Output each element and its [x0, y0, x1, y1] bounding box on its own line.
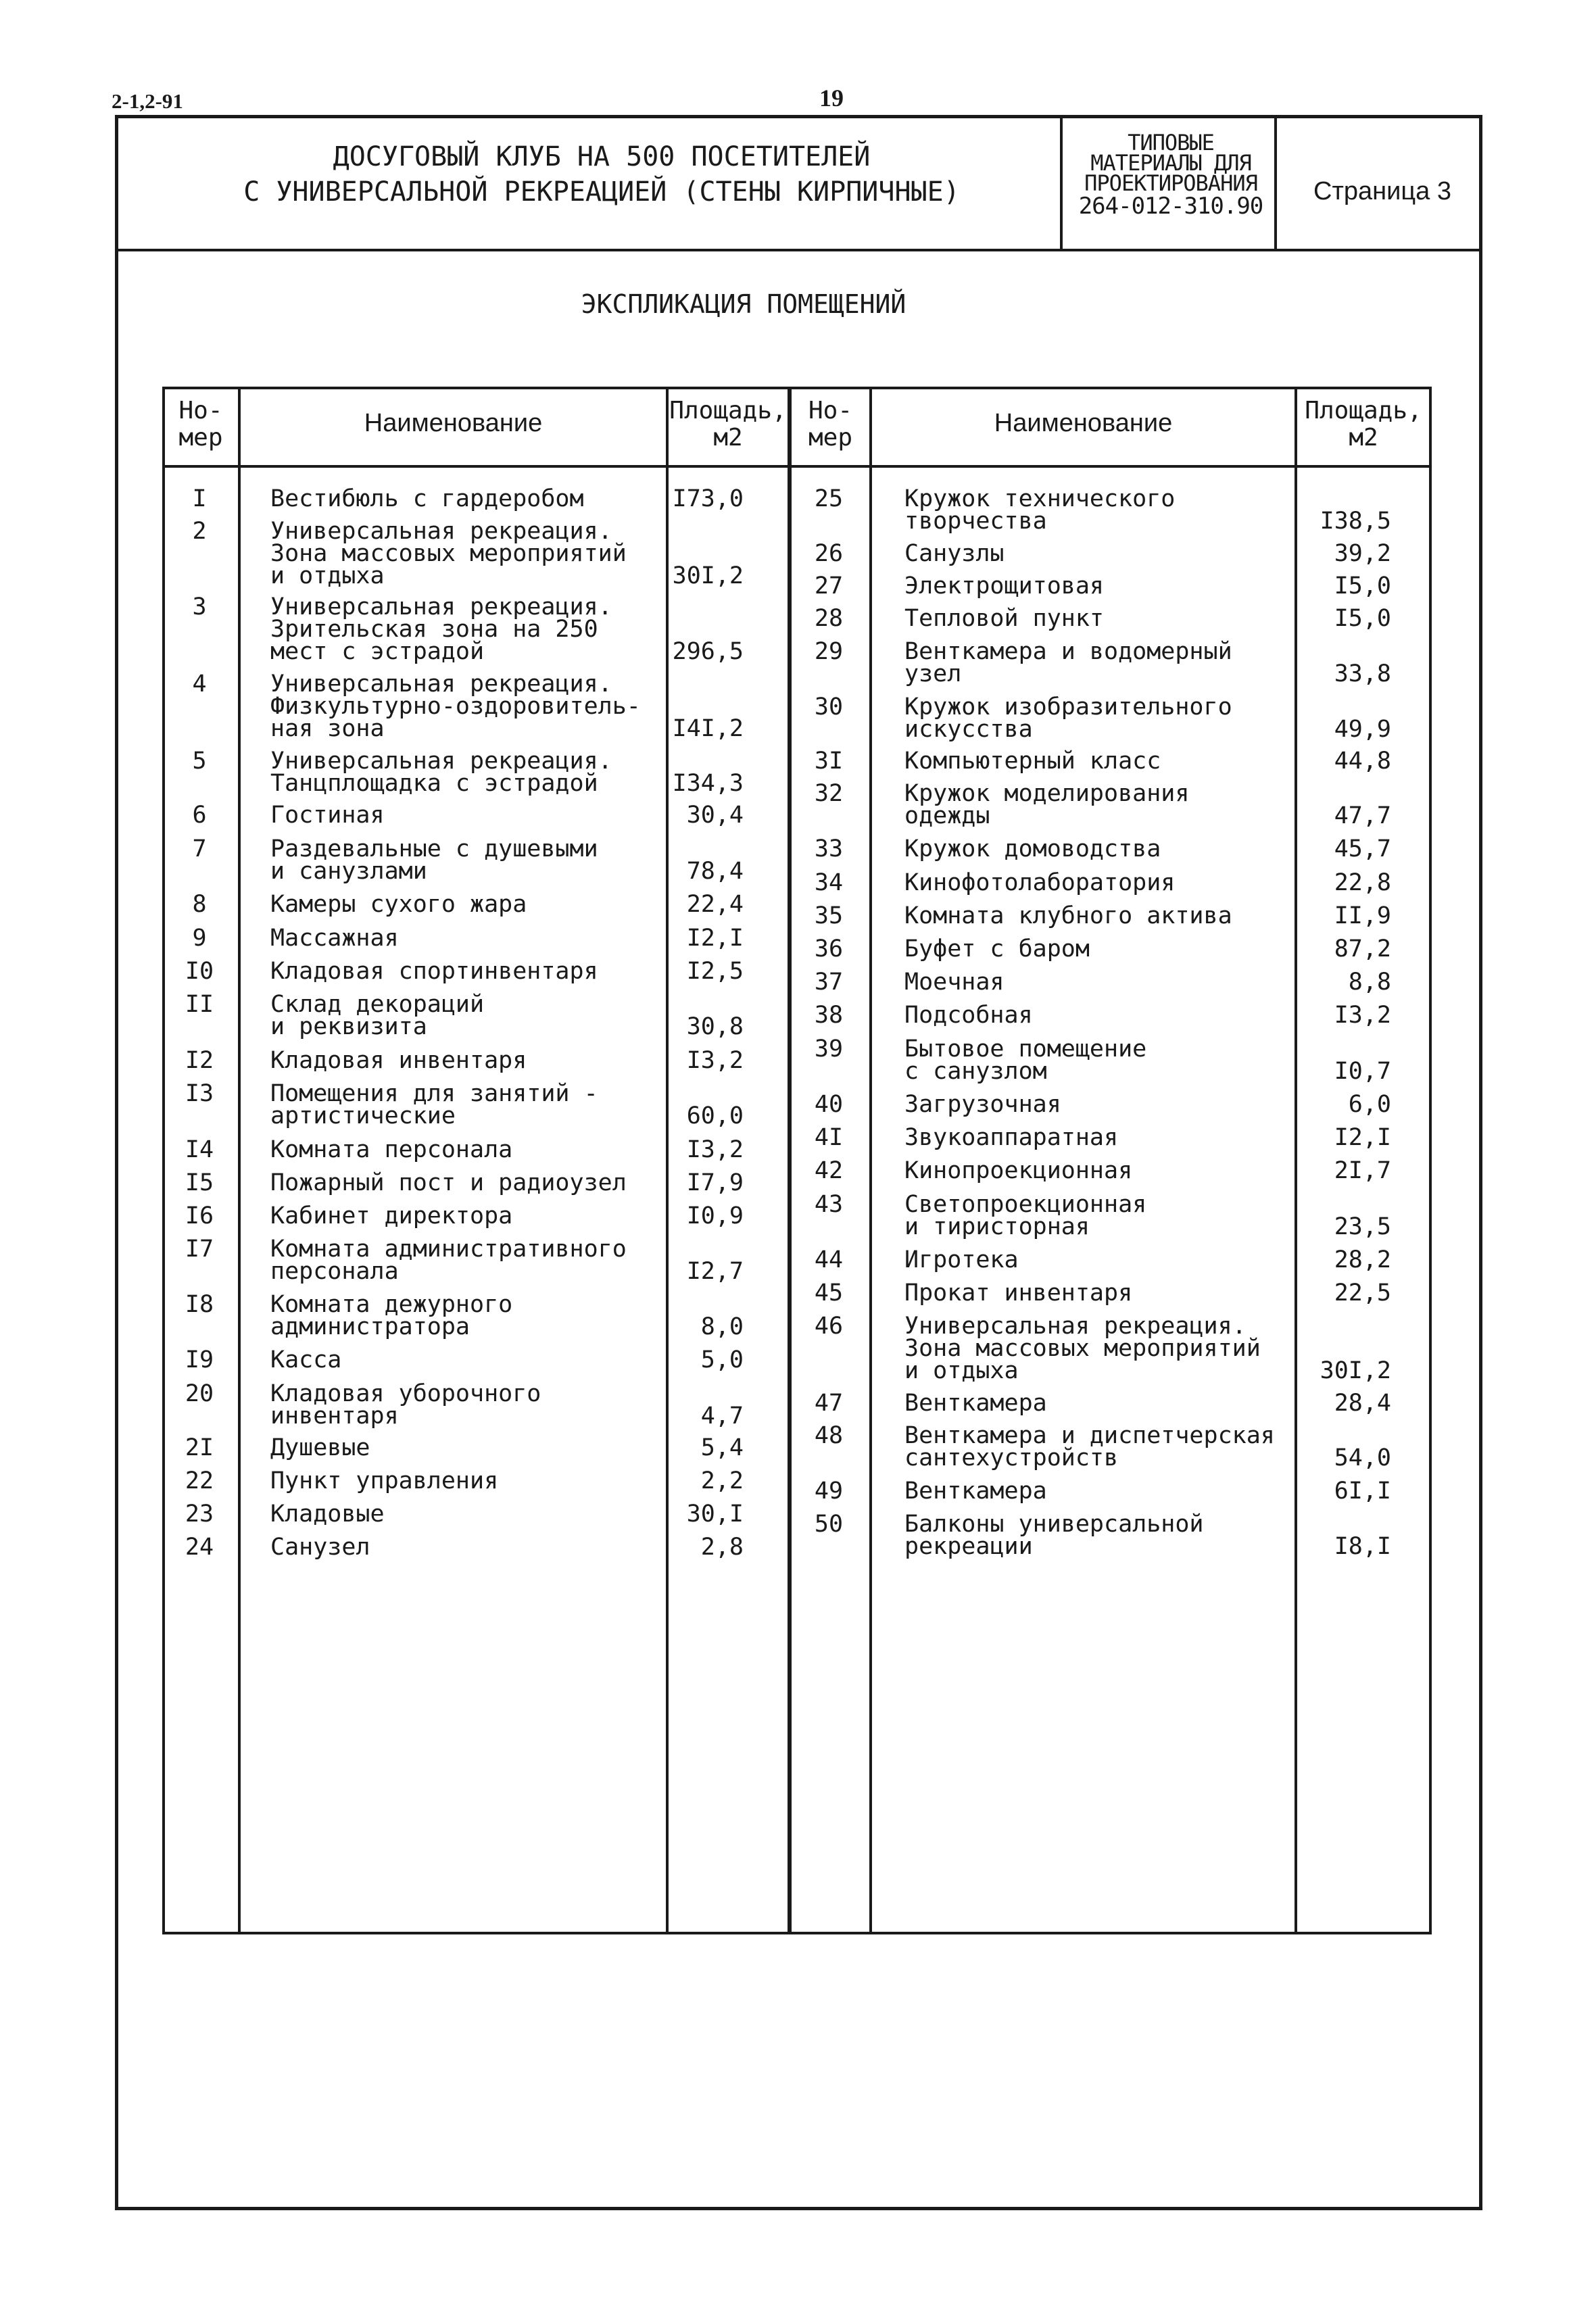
document-code: 2-1,2-91 — [112, 89, 183, 113]
room-name: Санузел — [270, 1534, 370, 1561]
room-name: Компьютерный класс — [904, 748, 1161, 775]
room-area: 8,0 — [700, 1313, 744, 1340]
room-area: 39,2 — [1334, 540, 1391, 567]
title-block-separator — [1274, 115, 1277, 250]
column-header-name: Наименование — [994, 409, 1173, 437]
table-column-divider — [238, 387, 241, 1934]
column-header-area: Площадь, м2 — [1305, 397, 1422, 452]
room-number: I — [192, 485, 207, 512]
room-number: 30 — [814, 693, 844, 721]
column-header-number: Но- мер — [178, 397, 223, 452]
room-number: 33 — [814, 835, 844, 862]
room-area: 22,4 — [686, 891, 744, 918]
room-name: Прокат инвентаря — [904, 1280, 1133, 1307]
table-header-divider — [162, 465, 1432, 468]
room-number: I9 — [185, 1346, 214, 1373]
page-label: Страница 3 — [1313, 177, 1451, 205]
room-number: 44 — [814, 1246, 844, 1273]
room-name: Кладовая инвентаря — [270, 1047, 527, 1074]
room-number: 20 — [185, 1380, 214, 1407]
room-number: 32 — [814, 780, 844, 807]
room-area: I0,9 — [686, 1202, 744, 1229]
room-number: I0 — [185, 958, 214, 985]
room-area: 60,0 — [686, 1102, 744, 1129]
room-area: I8,I — [1334, 1533, 1391, 1560]
room-area: 30I,2 — [1320, 1357, 1391, 1384]
room-area: 30,4 — [686, 802, 744, 829]
room-area: 49,9 — [1334, 716, 1391, 743]
title-block-divider — [115, 249, 1482, 251]
room-number: 22 — [185, 1467, 214, 1494]
room-name: Раздевальные с душевыми и санузлами — [270, 835, 598, 885]
room-area: II,9 — [1334, 902, 1391, 929]
room-name: Кинофотолаборатория — [904, 869, 1176, 896]
title-line: ДОСУГОВЫЙ КЛУБ НА 500 ПОСЕТИТЕЛЕЙ — [333, 141, 871, 172]
room-area: 78,4 — [686, 858, 744, 885]
room-name: Вестибюль с гардеробом — [270, 485, 584, 512]
table-column-divider — [869, 387, 872, 1934]
room-area: 8,8 — [1348, 969, 1391, 996]
room-number: 47 — [814, 1390, 844, 1417]
room-area: I5,0 — [1334, 572, 1391, 600]
room-number: I3 — [185, 1080, 214, 1107]
room-area: 28,4 — [1334, 1390, 1391, 1417]
room-number: 9 — [192, 925, 207, 952]
room-area: 54,0 — [1334, 1444, 1391, 1471]
room-number: I4 — [185, 1136, 214, 1163]
room-area: 5,4 — [700, 1434, 744, 1461]
room-number: 26 — [814, 540, 844, 567]
room-name: Универсальная рекреация. Зона массовых мероприятий и отдыха — [904, 1313, 1261, 1384]
room-area: 2I,7 — [1334, 1157, 1391, 1184]
room-name: Кружок изобразительного искусства — [904, 693, 1232, 743]
room-number: 8 — [192, 891, 207, 918]
room-name: Душевые — [270, 1434, 370, 1461]
room-area: 4,7 — [700, 1403, 744, 1430]
room-area: I3,2 — [1334, 1002, 1391, 1029]
room-number: 5 — [192, 748, 207, 775]
room-name: Кружок моделирования одежды — [904, 780, 1190, 829]
room-number: 49 — [814, 1478, 844, 1505]
room-name: Электрощитовая — [904, 572, 1105, 600]
series-line: ПРОЕКТИРОВАНИЯ — [1084, 170, 1257, 196]
room-name: Загрузочная — [904, 1091, 1061, 1118]
room-area: 5,0 — [700, 1346, 744, 1373]
room-name: Венткамера — [904, 1390, 1047, 1417]
room-name: Универсальная рекреация. Зона массовых мероприятий и отдыха — [270, 518, 627, 589]
section-title: ЭКСПЛИКАЦИЯ ПОМЕЩЕНИЙ — [581, 289, 906, 319]
room-number: I6 — [185, 1202, 214, 1229]
room-number: 6 — [192, 802, 207, 829]
room-area: I3,2 — [686, 1136, 744, 1163]
room-name: Бытовое помещение с санузлом — [904, 1035, 1147, 1085]
room-name: Массажная — [270, 925, 399, 952]
room-area: I2,I — [1334, 1124, 1391, 1151]
room-number: II — [185, 991, 214, 1018]
room-area: I2,5 — [686, 958, 744, 985]
room-name: Комната административного персонала — [270, 1236, 627, 1285]
room-name: Кладовая уборочного инвентаря — [270, 1380, 541, 1430]
title-block-separator — [1060, 115, 1063, 250]
room-number: I2 — [185, 1047, 214, 1074]
room-name: Кладовая спортинвентаря — [270, 958, 598, 985]
room-number: 38 — [814, 1002, 844, 1029]
room-area: 6,0 — [1348, 1091, 1391, 1118]
room-area: 2,8 — [700, 1534, 744, 1561]
room-number: 39 — [814, 1035, 844, 1063]
room-number: 40 — [814, 1091, 844, 1118]
room-name: Подсобная — [904, 1002, 1033, 1029]
room-number: 34 — [814, 869, 844, 896]
room-name: Комната дежурного администратора — [270, 1291, 513, 1340]
room-number: 29 — [814, 638, 844, 665]
room-area: 296,5 — [672, 638, 744, 665]
room-name: Универсальная рекреация. Физкультурно-оздоровитель- ная зона — [270, 671, 641, 742]
column-header-area: Площадь, м2 — [669, 397, 787, 452]
room-name: Комната клубного актива — [904, 902, 1232, 929]
room-area: I3,2 — [686, 1047, 744, 1074]
room-number: 2I — [185, 1434, 214, 1461]
room-name: Светопроекционная и тиристорная — [904, 1191, 1147, 1240]
column-header-number: Но- мер — [808, 397, 853, 452]
room-area: I2,7 — [686, 1258, 744, 1285]
room-area: 23,5 — [1334, 1213, 1391, 1240]
room-number: I5 — [185, 1169, 214, 1196]
room-name: Кружок домоводства — [904, 835, 1161, 862]
room-area: 33,8 — [1334, 660, 1391, 687]
room-name: Гостиная — [270, 802, 385, 829]
room-area: 30I,2 — [672, 562, 744, 589]
room-name: Венткамера и водомерный узел — [904, 638, 1232, 687]
room-number: 36 — [814, 935, 844, 962]
room-area: 28,2 — [1334, 1246, 1391, 1273]
room-name: Универсальная рекреация. Танцплощадка с эстрадой — [270, 748, 612, 797]
room-number: 7 — [192, 835, 207, 862]
room-area: 30,8 — [686, 1013, 744, 1040]
room-area: 22,5 — [1334, 1280, 1391, 1307]
room-name: Кладовые — [270, 1501, 385, 1528]
room-number: 45 — [814, 1280, 844, 1307]
room-number: 23 — [185, 1501, 214, 1528]
room-number: 37 — [814, 969, 844, 996]
room-area: 87,2 — [1334, 935, 1391, 962]
room-number: 4 — [192, 671, 207, 698]
room-number: 25 — [814, 485, 844, 512]
room-name: Комната персонала — [270, 1136, 513, 1163]
room-number: 50 — [814, 1511, 844, 1538]
room-area: 6I,I — [1334, 1478, 1391, 1505]
room-number: 48 — [814, 1422, 844, 1449]
room-name: Склад декораций и реквизита — [270, 991, 485, 1040]
title-line: С УНИВЕРСАЛЬНОЙ РЕКРЕАЦИЕЙ (СТЕНЫ КИРПИЧНЫЕ) — [243, 176, 960, 208]
room-number: 42 — [814, 1157, 844, 1184]
room-area: 45,7 — [1334, 835, 1391, 862]
room-number: 28 — [814, 605, 844, 632]
room-number: 46 — [814, 1313, 844, 1340]
room-area: I73,0 — [672, 485, 744, 512]
room-number: 4I — [814, 1124, 844, 1151]
room-name: Венткамера — [904, 1478, 1047, 1505]
room-number: 27 — [814, 572, 844, 600]
room-area: 22,8 — [1334, 869, 1391, 896]
room-area: I34,3 — [672, 770, 744, 797]
room-name: Звукоаппаратная — [904, 1124, 1119, 1151]
column-header-name: Наименование — [364, 409, 543, 437]
room-number: 35 — [814, 902, 844, 929]
room-area: I5,0 — [1334, 605, 1391, 632]
room-area: I4I,2 — [672, 715, 744, 742]
room-area: I38,5 — [1320, 508, 1391, 535]
room-name: Кинопроекционная — [904, 1157, 1133, 1184]
room-number: 3 — [192, 593, 207, 620]
room-name: Игротека — [904, 1246, 1019, 1273]
room-name: Кружок технического творчества — [904, 485, 1176, 535]
room-name: Универсальная рекреация. Зрительская зона на 250 мест с эстрадой — [270, 593, 612, 665]
room-name: Пожарный пост и радиоузел — [270, 1169, 627, 1196]
room-name: Помещения для занятий - артистические — [270, 1080, 598, 1129]
room-area: 2,2 — [700, 1467, 744, 1494]
room-number: I8 — [185, 1291, 214, 1318]
room-name: Буфет с баром — [904, 935, 1090, 962]
room-name: Балконы универсальной рекреации — [904, 1511, 1204, 1560]
room-name: Моечная — [904, 969, 1005, 996]
room-name: Касса — [270, 1346, 342, 1373]
page-number: 19 — [819, 84, 844, 112]
room-area: 30,I — [686, 1501, 744, 1528]
room-number: 2 — [192, 518, 207, 545]
series-line: МАТЕРИАЛЫ ДЛЯ — [1090, 150, 1251, 176]
room-number: 3I — [814, 748, 844, 775]
room-area: I2,I — [686, 925, 744, 952]
room-area: 47,7 — [1334, 802, 1391, 829]
room-name: Санузлы — [904, 540, 1005, 567]
room-name: Венткамера и диспетчерская сантехустройств — [904, 1422, 1275, 1471]
room-area: 44,8 — [1334, 748, 1391, 775]
room-name: Пункт управления — [270, 1467, 499, 1494]
series-code: 264-012-310.90 — [1078, 193, 1263, 220]
room-area: I0,7 — [1334, 1058, 1391, 1085]
room-name: Камеры сухого жара — [270, 891, 527, 918]
room-number: I7 — [185, 1236, 214, 1263]
room-name: Кабинет директора — [270, 1202, 513, 1229]
room-number: 43 — [814, 1191, 844, 1218]
room-name: Тепловой пункт — [904, 605, 1105, 632]
room-number: 24 — [185, 1534, 214, 1561]
series-line: ТИПОВЫЕ — [1128, 130, 1214, 155]
room-area: I7,9 — [686, 1169, 744, 1196]
